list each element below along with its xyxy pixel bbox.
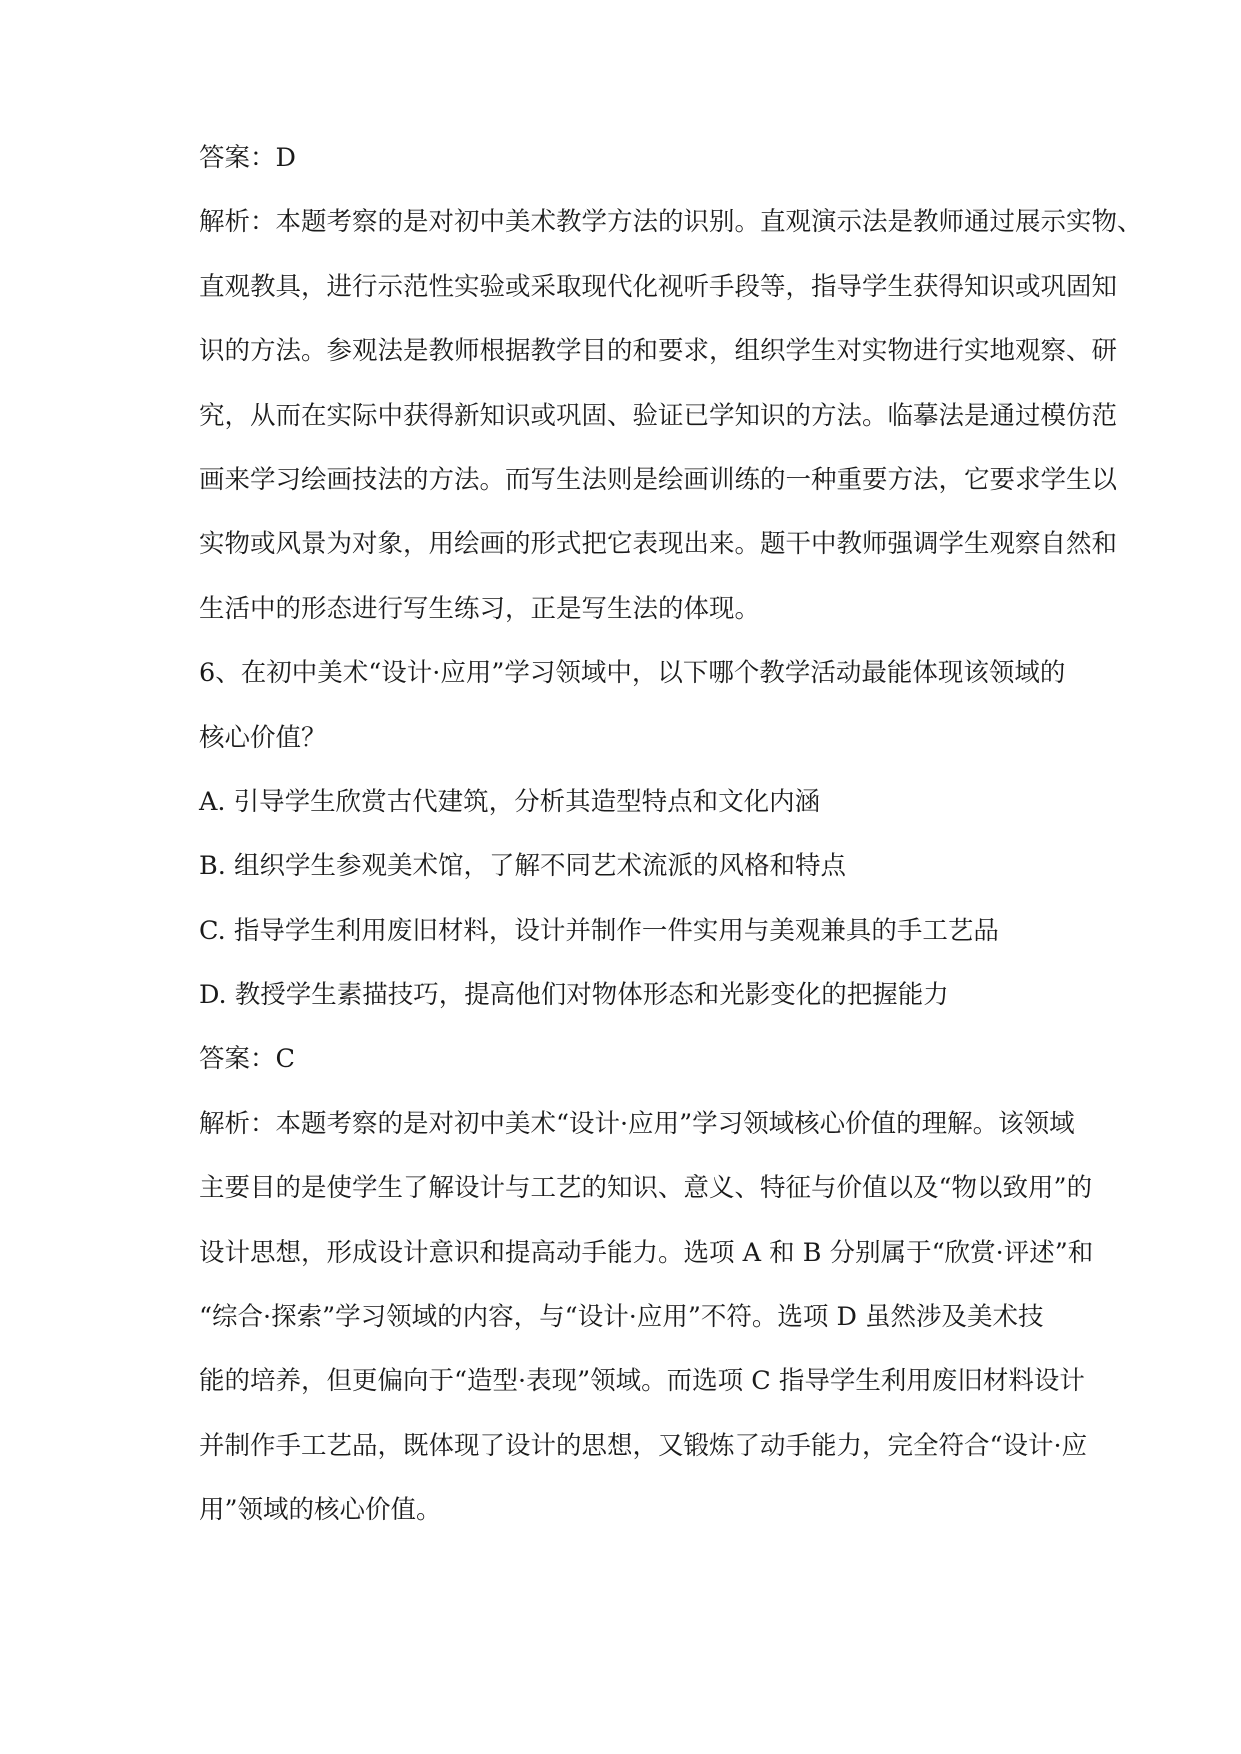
explanation-line: 能的培养，但更偏向于“造型·表现”领域。而选项 C 指导学生利用废旧材料设计 — [199, 1366, 1085, 1397]
explanation-line: 设计思想，形成设计意识和提高动手能力。选项 A 和 B 分别属于“欣赏·评述”和 — [199, 1237, 1094, 1268]
explanation-line: 主要目的是使学生了解设计与工艺的知识、意义、特征与价值以及“物以致用”的 — [199, 1173, 1093, 1204]
option-b: B. 组织学生参观美术馆，了解不同艺术流派的风格和特点 — [199, 851, 846, 882]
document-body — [199, 140, 1143, 1557]
option-a: A. 引导学生欣赏古代建筑，分析其造型特点和文化内涵 — [199, 786, 821, 817]
explanation-line: 解析：本题考察的是对初中美术“设计·应用”学习领域核心价值的理解。该领域 — [199, 1108, 1075, 1139]
explanation-line: 并制作手工艺品，既体现了设计的思想，又锻炼了动手能力，完全符合“设计·应 — [199, 1430, 1088, 1461]
explanation-line: 解析：本题考察的是对初中美术教学方法的识别。直观演示法是教师通过展示实物、 — [199, 207, 1143, 238]
question-6-line: 核心价值？ — [199, 722, 327, 753]
explanation-line: 实物或风景为对象，用绘画的形式把它表现出来。题干中教师强调学生观察自然和 — [199, 529, 1118, 560]
explanation-line: 用”领域的核心价值。 — [199, 1495, 442, 1526]
explanation-line: 直观教具，进行示范性实验或采取现代化视听手段等，指导学生获得知识或巩固知 — [199, 271, 1118, 302]
explanation-line: 究，从而在实际中获得新知识或巩固、验证已学知识的方法。临摹法是通过模仿范 — [199, 400, 1118, 431]
answer-label-q5: 答案：D — [199, 143, 296, 173]
question-6-line: 6、在初中美术“设计·应用”学习领域中，以下哪个教学活动最能体现该领域的 — [199, 658, 1066, 689]
answer-label-q6: 答案：C — [199, 1044, 296, 1075]
explanation-line: “综合·探索”学习领域的内容，与“设计·应用”不符。选项 D 虽然涉及美术技 — [199, 1302, 1044, 1333]
explanation-line: 画来学习绘画技法的方法。而写生法则是绘画训练的一种重要方法，它要求学生以 — [199, 464, 1118, 495]
option-d: D. 教授学生素描技巧，提高他们对物体形态和光影变化的把握能力 — [199, 980, 949, 1011]
option-c: C. 指导学生利用废旧材料，设计并制作一件实用与美观兼具的手工艺品 — [199, 915, 999, 946]
explanation-line: 识的方法。参观法是教师根据教学目的和要求，组织学生对实物进行实地观察、研 — [199, 336, 1118, 367]
explanation-line: 生活中的形态进行写生练习，正是写生法的体现。 — [199, 593, 761, 624]
